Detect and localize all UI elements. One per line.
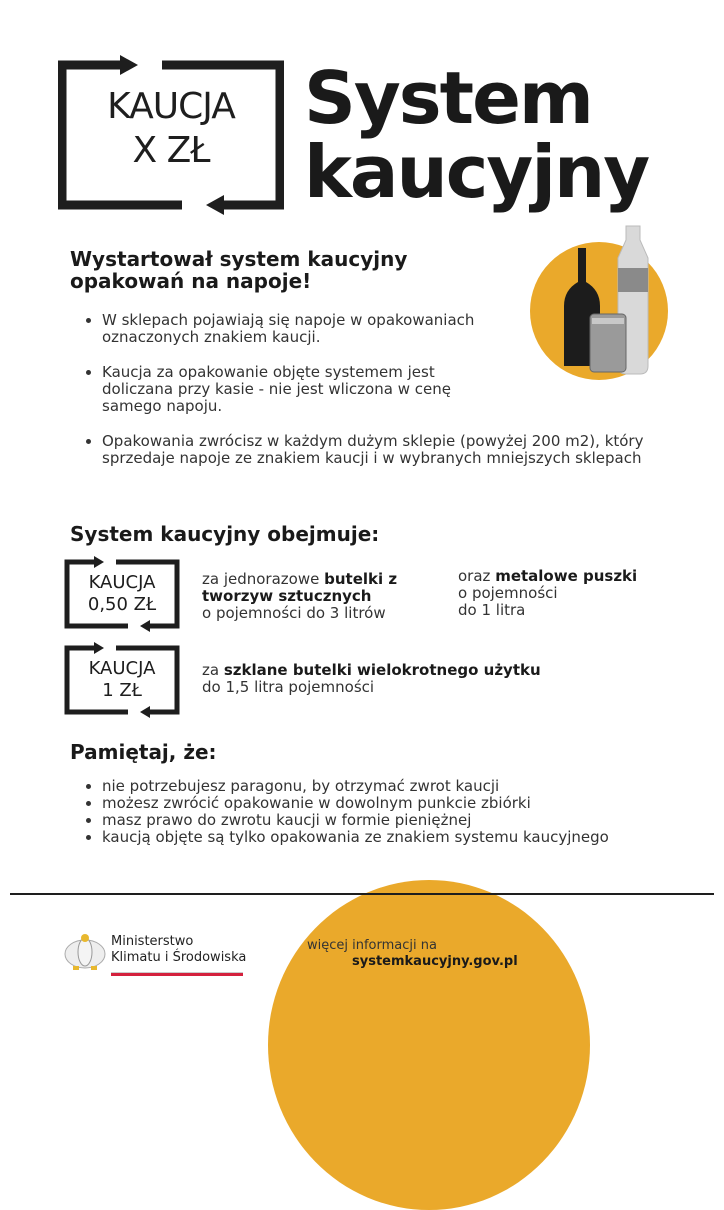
logo-line1: KAUCJA <box>107 86 235 127</box>
title-line1: System <box>304 56 592 140</box>
coverage-heading: System kaucyjny obejmuje: <box>70 522 380 546</box>
intro-bullet: • W sklepach pojawiają się napoje w opakowaniach oznaczonych znakiem kaucji. <box>102 312 542 346</box>
remember-bullet: • masz prawo do zwrotu kaucji w formie pieniężnej <box>102 812 642 829</box>
coverage-item-cans: oraz metalowe puszki o pojemności do 1 litra <box>458 567 638 619</box>
remember-bullet: • możesz zwrócić opakowanie w dowolnym punkcie zbiórki <box>102 795 642 812</box>
remember-bullet: • kaucją objęte są tylko opakowania ze znakiem systemu kaucyjnego <box>102 829 622 846</box>
intro-heading: Wystartował system kaucyjny opakowań na napoje! <box>70 247 408 293</box>
intro-bullet: • Kaucja za opakowanie objęte systemem jest doliczana przy kasie - nie jest wliczona w cenę samego napoju. <box>102 364 492 415</box>
badge-label: KAUCJA <box>88 658 156 679</box>
polish-eagle-emblem-icon <box>63 930 107 978</box>
remember-bullet: • nie potrzebujesz paragonu, by otrzymać zwrot kaucji <box>102 778 642 795</box>
intro-list <box>80 312 662 467</box>
badge-amount: 0,50 ZŁ <box>87 594 157 615</box>
more-info-label: więcej informacji na <box>307 938 437 953</box>
title-line2: kaucyjny <box>304 130 649 214</box>
logo-line2: X ZŁ <box>132 130 210 171</box>
ministry-name: Ministerstwo Klimatu i Środowiska <box>111 934 247 965</box>
website-link[interactable]: systemkaucyjny.gov.pl <box>352 954 518 969</box>
badge-label: KAUCJA <box>88 572 156 593</box>
badge-050 <box>64 556 180 632</box>
coverage-item-plastic: za jednorazowe butelki z tworzyw sztucznych o pojemności do 3 litrów <box>202 570 398 622</box>
badge-1zl <box>64 642 180 718</box>
badge-amount: 1 ZŁ <box>102 680 142 701</box>
kaucja-logo <box>58 55 284 215</box>
ministry-flag-line <box>111 972 243 976</box>
footer-circle <box>268 880 590 1210</box>
remember-list <box>80 778 642 846</box>
divider <box>10 893 714 895</box>
remember-heading: Pamiętaj, że: <box>70 740 217 764</box>
coverage-item-glass: za szklane butelki wielokrotnego użytku do 1,5 litra pojemności <box>202 661 541 696</box>
intro-bullet: • Opakowania zwrócisz w każdym dużym sklepie (powyżej 200 m2), który sprzedaje napoje ze znakiem kaucji i w wybranych mniejszych sklepach <box>102 433 662 467</box>
